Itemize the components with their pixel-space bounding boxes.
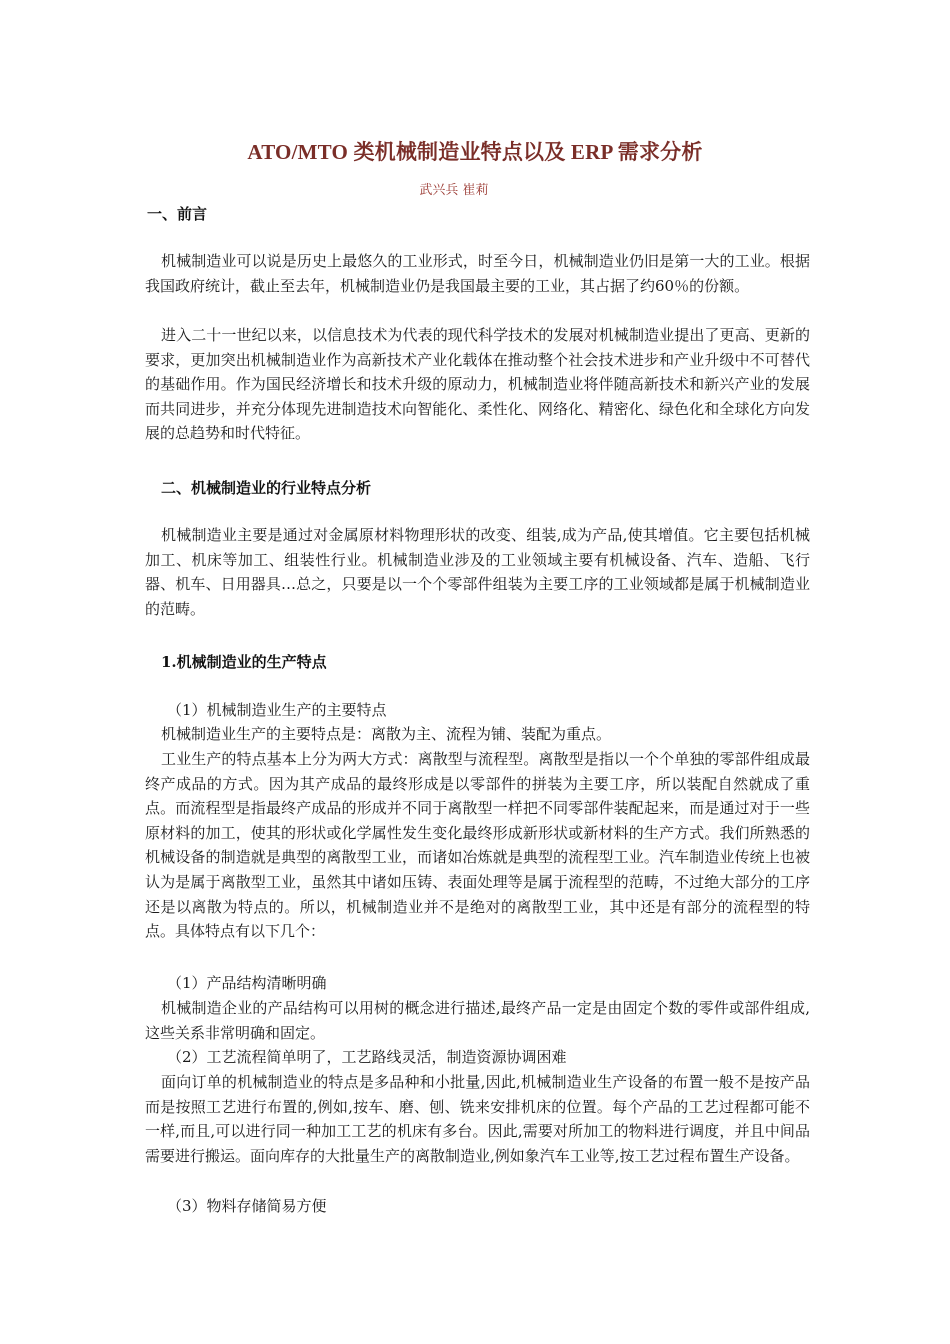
document-title: ATO/MTO 类机械制造业特点以及 ERP 需求分析 bbox=[247, 140, 703, 164]
paragraph-discrete-vs-process: 工业生产的特点基本上分为两大方式：离散型与流程型。离散型是指以一个个单独的零部件组成最终产成品的方式。因为其产成品的最终形成是以零部件的拼装为主要工序，所以装配自然就成了重点。而流程型是指最终产成品的形成并不同于离散型一样把不同零部件装配起来，而是通过对于一些原材料的加工，使其的形状或化学属性发生变化最终形成新形状或新材料的生产方式。我们所熟悉的机械设备的制造就是典型的离散型工业，而诸如冶炼就是典型的流程型工业。汽车制造业传统上也被认为是属于离散型工业，虽然其中诸如压铸、表面处理等是属于流程型的范畴，不过绝大部分的工序还是以离散为特点的。所以，机械制造业并不是绝对的离散型工业，其中还是有部分的流程型的特点。具体特点有以下几个： bbox=[145, 750, 810, 941]
feature-heading-process-flow: （2）工艺流程简单明了，工艺路线灵活，制造资源协调困难 bbox=[167, 1048, 567, 1066]
paragraph-process-flow: 面向订单的机械制造业的特点是多品种和小批量,因此,机械制造业生产设备的布置一般不是按产品而是按照工艺进行布置的,例如,按车、磨、刨、铣来安排机床的位置。每个产品的工艺过程都可能不一样,而且,可以进行同一种加工工艺的机床有多台。因此,需要对所加工的物料进行调度，并且中间品需要进行搬运。面向库存的大批量生产的离散制造业,例如象汽车工业等,按工艺过程布置生产设备。 bbox=[145, 1073, 810, 1165]
feature-heading-material-storage: （3）物料存储简易方便 bbox=[167, 1197, 327, 1215]
subsection-heading-production-features: 1.机械制造业的生产特点 bbox=[161, 653, 327, 671]
section-heading-preface: 一、前言 bbox=[147, 205, 208, 223]
document-authors: 武兴兵 崔莉 bbox=[419, 183, 489, 198]
item-main-features-line: 机械制造业生产的主要特点是：离散为主、流程为铺、装配为重点。 bbox=[161, 725, 612, 743]
paragraph-preface-1: 机械制造业可以说是历史上最悠久的工业形式，时至今日，机械制造业仍旧是第一大的工业。根据我国政府统计，截止至去年，机械制造业仍是我国最主要的工业，其占据了约60％的份额。 bbox=[145, 252, 810, 295]
feature-heading-product-structure: （1）产品结构清晰明确 bbox=[167, 974, 327, 992]
item-heading-main-features: （1）机械制造业生产的主要特点 bbox=[167, 701, 387, 719]
paragraph-product-structure: 机械制造企业的产品结构可以用树的概念进行描述,最终产品一定是由固定个数的零件或部件组成,这些关系非常明确和固定。 bbox=[145, 999, 810, 1042]
section-heading-industry-analysis: 二、机械制造业的行业特点分析 bbox=[161, 479, 372, 497]
paragraph-preface-2: 进入二十一世纪以来，以信息技术为代表的现代科学技术的发展对机械制造业提出了更高、更新的要求，更加突出机械制造业作为高新技术产业化载体在推动整个社会技术进步和产业升级中不可替代的基础作用。作为国民经济增长和技术升级的原动力，机械制造业将伴随高新技术和新兴产业的发展而共同进步，并充分体现先进制造技术向智能化、柔性化、网络化、精密化、绿色化和全球化方向发展的总趋势和时代特征。 bbox=[145, 326, 810, 443]
paragraph-industry-overview: 机械制造业主要是通过对金属原材料物理形状的改变、组装,成为产品,使其增值。它主要包括机械加工、机床等加工、组装性行业。机械制造业涉及的工业领域主要有机械设备、汽车、造船、飞行器、机车、日用器具…总之，只要是以一个个零部件组装为主要工序的工业领域都是属于机械制造业的范畴。 bbox=[145, 526, 810, 618]
